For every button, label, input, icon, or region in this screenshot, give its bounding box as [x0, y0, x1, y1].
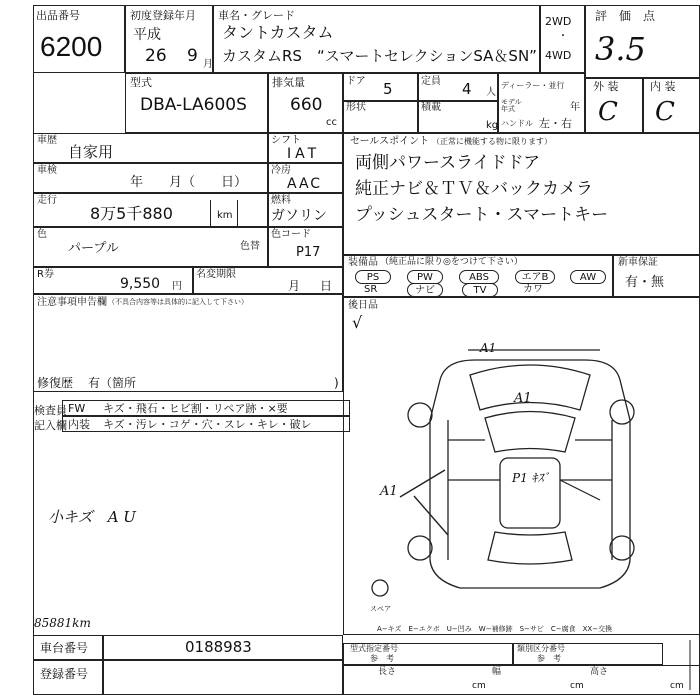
- load-label: 積載: [421, 102, 441, 113]
- ext-grade: C: [598, 97, 618, 127]
- load-unit: kg: [486, 120, 499, 131]
- color-code-value: P17: [296, 245, 321, 260]
- mileage-unit: km: [217, 210, 233, 221]
- afterday-label: 後日品: [348, 300, 378, 311]
- type-cert-label: 型式指定番号: [350, 644, 398, 653]
- door-value: 5: [383, 80, 393, 98]
- mark-a1-hood: A1: [514, 391, 532, 406]
- reg-month: 9: [187, 46, 198, 66]
- notes-sub: （不具合内容等は具体的に記入して下さい）: [108, 298, 248, 306]
- car-name-label: 車名・グレード: [218, 9, 295, 22]
- equip-tv: TV: [462, 283, 498, 297]
- ac-value: AAC: [287, 176, 323, 192]
- model-label: 型式: [130, 76, 152, 89]
- regdoc-month: 月: [288, 279, 301, 293]
- height-unit: cm: [670, 681, 684, 691]
- dims-box: [343, 665, 700, 695]
- history-label: 車歴: [37, 135, 57, 146]
- new-car-value: 有・無: [625, 275, 665, 290]
- inspector-label: 検査員: [34, 404, 67, 417]
- selling-points-label: セールスポイント: [350, 136, 430, 147]
- new-car-label: 新車保証: [618, 257, 658, 268]
- drive-4wd: 4WD: [545, 49, 572, 62]
- fuel-value: ガソリン: [271, 208, 327, 224]
- selling-point-3: プッシュスタート・スマートキー: [355, 205, 609, 225]
- class-label: 類別区分番号: [517, 644, 565, 653]
- capacity-label: 定員: [421, 76, 441, 87]
- drive-dot: ・: [558, 31, 568, 42]
- shift-label: シフト: [271, 135, 301, 146]
- ext-label: 外 装: [593, 80, 619, 93]
- displacement-value: 660: [290, 95, 323, 115]
- repair-value: 有（箇所: [88, 376, 137, 390]
- mark-a1-side: A1: [380, 484, 398, 499]
- model-year-label: モデル年式: [501, 98, 522, 113]
- width-label: 幅: [492, 667, 502, 677]
- reg-year: 26: [145, 46, 167, 66]
- entry-label: 記入欄: [34, 419, 67, 432]
- era: 平成: [133, 27, 161, 43]
- score-value: 3.5: [595, 30, 646, 68]
- equip-navi: ナビ: [407, 283, 443, 297]
- equip-airbag: エアB: [515, 270, 555, 284]
- reg-label: 登録番号: [40, 667, 89, 681]
- int-items: キズ・汚レ・コゲ・穴・スレ・キレ・破レ: [103, 418, 312, 431]
- repair-label: 修復歴: [37, 376, 74, 390]
- length-label: 長さ: [378, 667, 397, 677]
- handle-value: 左・右: [539, 117, 572, 130]
- regdoc-label: 名変期限: [196, 269, 236, 280]
- fw-label: FW: [68, 402, 86, 415]
- equip-ps: PS: [355, 270, 391, 284]
- dealer-label: ディーラー・並行: [501, 81, 565, 90]
- int-grade: C: [655, 97, 675, 127]
- recycle-unit: 円: [172, 281, 182, 292]
- displacement-unit: cc: [326, 117, 337, 128]
- mark-a1-front: A1: [480, 341, 497, 355]
- color-change-label: 色替: [240, 241, 260, 252]
- legend: A−キズ E−エクボ U−凹み W−補修跡 S−サビ C−腐食 XX−交換: [377, 625, 613, 633]
- recycle-label: R券: [37, 269, 54, 280]
- door-label: ドア: [346, 76, 366, 87]
- month-unit: 月: [203, 59, 213, 70]
- model-value: DBA-LA600S: [140, 95, 247, 115]
- car-grade: カスタムRS “スマートセレクションSA＆SN”: [222, 47, 537, 65]
- lot-number: 6200: [40, 31, 103, 62]
- handwritten-note: 小キズ A U: [48, 508, 136, 526]
- shaken-value: 年 月（ 日）: [130, 175, 248, 190]
- recycle-value: 9,550: [120, 276, 161, 292]
- ac-label: 冷房: [271, 165, 291, 176]
- color-code-label: 色コード: [271, 229, 311, 240]
- equip-sr: SR: [364, 284, 378, 295]
- equip-pw: PW: [407, 270, 443, 284]
- equipment-sub: （純正品に限り◎をつけて下さい）: [380, 257, 523, 267]
- class-ref: 参 考: [537, 654, 561, 663]
- selling-point-2: 純正ナビ＆ＴＶ＆バックカメラ: [355, 179, 593, 199]
- year-unit: 年: [570, 102, 580, 113]
- afterday-mark: √: [352, 313, 363, 332]
- regdoc-day: 日: [320, 279, 333, 293]
- odometer-note: 85881km: [34, 616, 91, 630]
- length-unit: cm: [472, 681, 486, 691]
- reg-value-box: [103, 660, 343, 695]
- chassis-label: 車台番号: [40, 641, 89, 655]
- selling-point-1: 両側パワースライドドア: [355, 153, 541, 173]
- fuel-label: 燃料: [271, 195, 291, 206]
- lot-label: 出品番号: [36, 9, 80, 22]
- fw-items: キズ・飛石・ヒビ割・リペア跡・×要: [103, 402, 288, 415]
- capacity-unit: 人: [486, 87, 496, 98]
- shaken-label: 車検: [37, 165, 57, 176]
- height-label: 高さ: [590, 667, 609, 677]
- equip-abs: ABS: [459, 270, 499, 284]
- selling-points-sub: （正常に機能する物に限ります）: [432, 137, 552, 146]
- spare-label: スペア: [370, 605, 391, 613]
- history-value: 自家用: [68, 143, 114, 161]
- equip-aw: AW: [570, 270, 606, 284]
- int-label: 内装: [68, 418, 90, 431]
- mark-p1-roof: P1 ｷｽﾞ: [512, 471, 550, 485]
- shape-label: 形状: [346, 102, 366, 113]
- equipment-label: 装備品: [348, 257, 378, 268]
- shift-value: IAT: [287, 146, 321, 162]
- drive-2wd: 2WD: [545, 15, 572, 28]
- displacement-label: 排気量: [272, 76, 305, 89]
- color-value: パープル: [68, 241, 119, 256]
- equip-leather: カワ: [523, 284, 543, 295]
- score-label: 評 価 点: [595, 9, 656, 23]
- handle-label: ハンドル: [501, 119, 533, 128]
- capacity-value: 4: [462, 80, 472, 98]
- mileage-label: 走行: [37, 195, 57, 206]
- width-unit: cm: [570, 681, 584, 691]
- type-cert-ref: 参 考: [370, 654, 394, 663]
- repair-close: ): [334, 376, 339, 390]
- mileage-value: 8万5千880: [90, 204, 173, 223]
- notes-label: 注意事項申告欄: [37, 297, 107, 308]
- reg-date-label: 初度登録年月: [130, 9, 196, 22]
- color-label: 色: [37, 229, 47, 240]
- chassis-value: 0188983: [185, 638, 252, 656]
- int-label: 内 装: [650, 80, 676, 93]
- car-name: タントカスタム: [222, 23, 334, 42]
